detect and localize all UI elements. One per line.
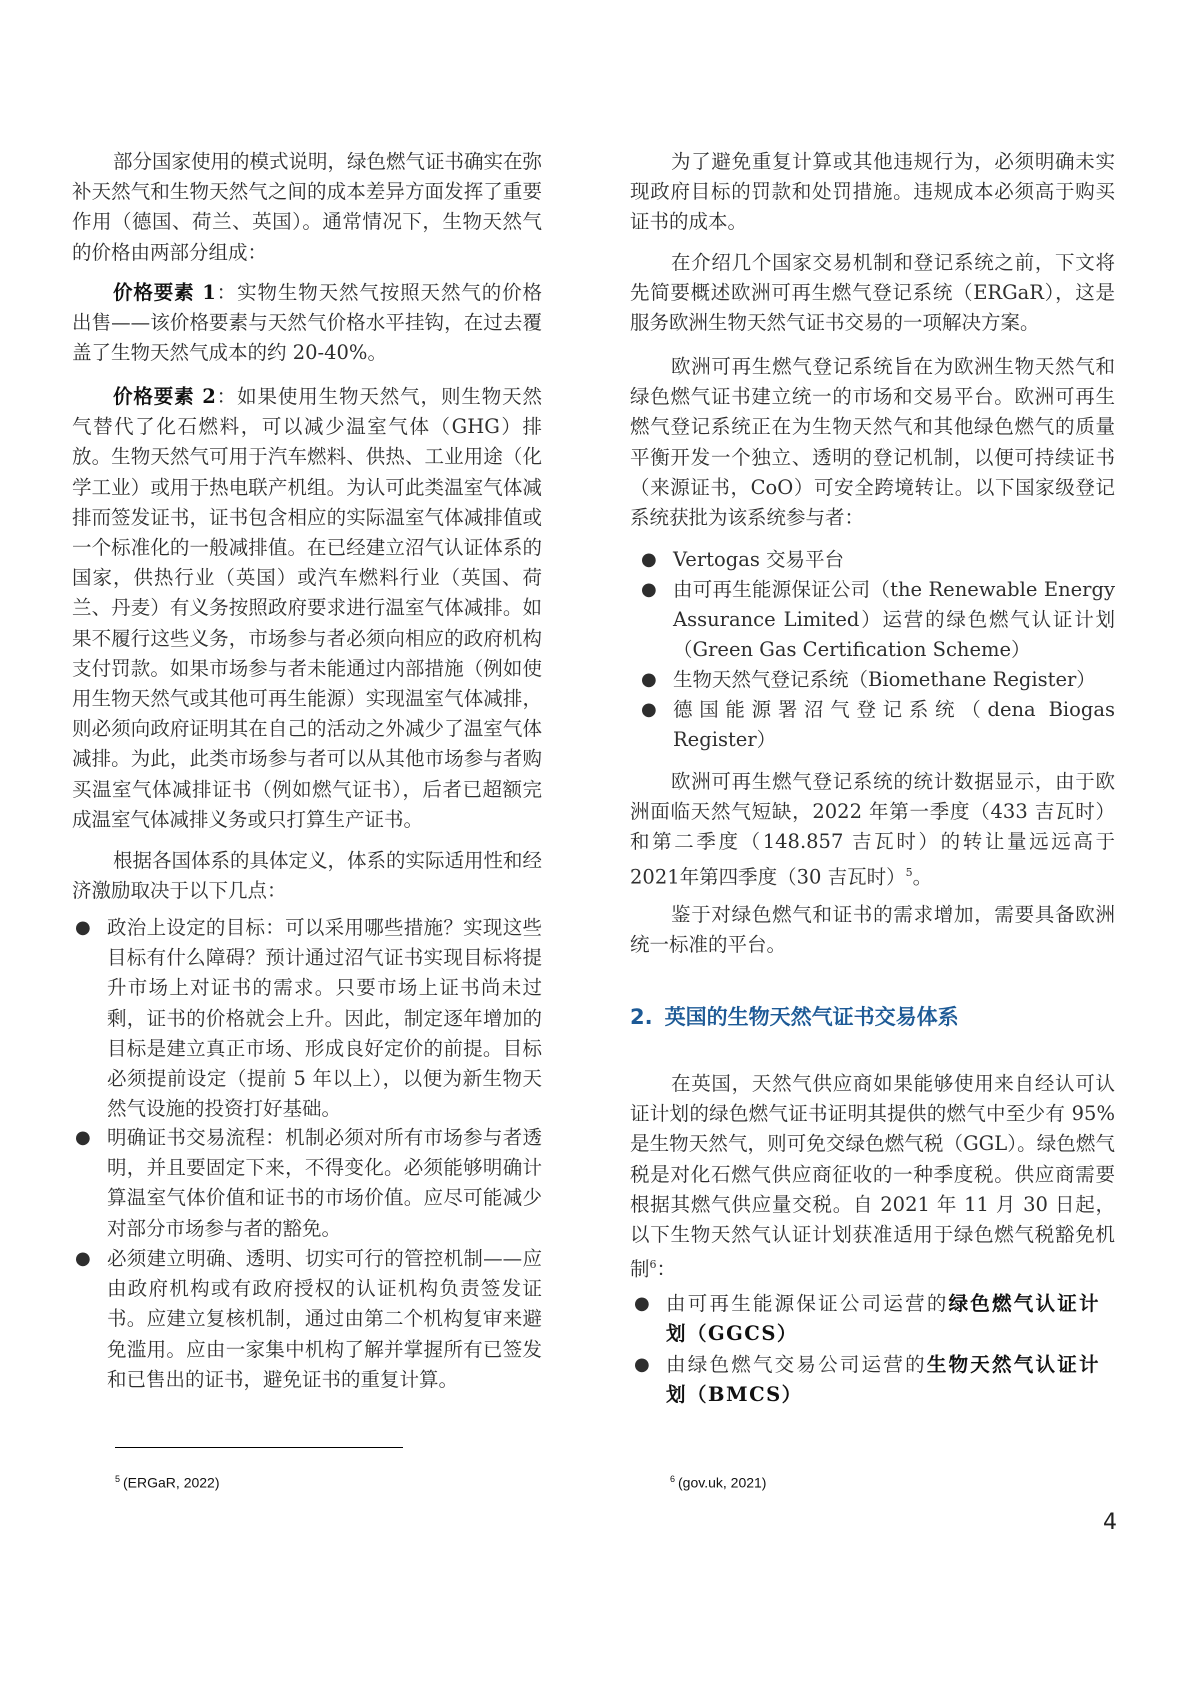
bullet-icon: ● <box>75 1127 91 1148</box>
footnote-6 <box>670 1474 766 1491</box>
bullet-icon: ● <box>75 1248 91 1269</box>
price-element-1-label: 价格要素 1 <box>113 281 216 304</box>
list-item-text: 德国能源署沼气登记系统（dena Biogas Register） <box>673 698 1115 752</box>
list-item-text: 政治上设定的目标：可以采用哪些措施？实现这些目标有什么障碍？预计通过沼气证书实现目标将提升市场上对证书的需求。只要市场上证书尚未过剩，证书的价格就会上升。因此，制定逐年增加的目标是建立真正市场、形成良好定价的前提。目标必须提前设定（提前 5 年以上），以便为新生物天然气设施的投资打好基础。 <box>107 916 542 1121</box>
footnote-number: 5 <box>115 1474 121 1484</box>
paragraph-ergar-statistics <box>630 767 1115 892</box>
paragraph-penalties: 为了避免重复计算或其他违规行为，必须明确未实现政府目标的罚款和处罚措施。违规成本必须高于购买证书的成本。 <box>630 150 1115 234</box>
bullet-icon: ● <box>634 1293 652 1314</box>
uk-ggl-text-end: ： <box>656 1257 677 1281</box>
list-item <box>641 575 1115 666</box>
price-element-2-text: ：如果使用生物天然气，则生物天然气替代了化石燃料，可以减少温室气体（GHG）排放。生物天然气可用于汽车燃料、供热、工业用途（化学工业）或用于热电联产机组。为认可此类温室气体减排而签发证书，证书包含相应的实际温室气体减排值或一个标准化的一般减排值。在已经建立沼气认证体系的国家，供热行业（英国）或汽车燃料行业（英国、荷兰、丹麦）有义务按照政府要求进行温室气体减排。如果不履行这些义务，市场参与者必须向相应的政府机构支付罚款。如果市场参与者未能通过内部措施（例如使用生物天然气或其他可再生能源）实现温室气体减排，则必须向政府证明其在自己的活动之外减少了温室气体减排。为此，此类市场参与者可以从其他市场参与者购买温室气体减排证书（例如燃气证书），后者已超额完成温室气体减排义务或只打算生产证书。 <box>72 385 542 831</box>
scheme-name: 生物天然气认证计划（BMCS） <box>666 1353 1100 1407</box>
bullet-icon: ● <box>641 669 657 690</box>
paragraph-price-element-2 <box>72 382 542 835</box>
price-element-2-label: 价格要素 2 <box>113 385 216 408</box>
list-item <box>641 695 1115 755</box>
paragraph-ergar-description: 欧洲可再生燃气登记系统旨在为欧洲生物天然气和绿色燃气证书建立统一的市场和交易平台。欧洲可再生燃气登记系统正在为生物天然气和其他绿色燃气的质量平衡开发一个独立、透明的登记机制，以便可持续证书（来源证书，CoO）可安全跨境转让。以下国家级登记系统获批为该系统参与者： <box>630 355 1115 530</box>
footnote-text: (gov.uk, 2021) <box>678 1474 767 1491</box>
list-item-text: Vertogas 交易平台 <box>673 548 845 571</box>
footnote-ref-6[interactable]: 6 <box>649 1258 657 1272</box>
section-number: 2. <box>630 1005 653 1029</box>
scheme-operator: 由可再生能源保证公司运营的 <box>666 1292 949 1315</box>
paragraph-intro: 部分国家使用的模式说明，绿色燃气证书确实在弥补天然气和生物天然气之间的成本差异方面发挥了重要作用（德国、荷兰、英国）。通常情况下，生物天然气的价格由两部分组成： <box>72 150 543 264</box>
uk-ggl-text: 在英国，天然气供应商如果能够使用来自经认可认证计划的绿色燃气证书证明其提供的燃气中至少有 95% 是生物天然气，则可免交绿色燃气税（GGL）。绿色燃气税是对化石燃气供应商征收的一种季度税。供应商需要根据其燃气供应量交税。自 2021 年 11 月 30 日起，以下生物天然气认证计划获准适用于绿色燃气税豁免机制 <box>630 1072 1115 1281</box>
bullet-icon: ● <box>634 1354 652 1375</box>
section-heading <box>630 1001 959 1031</box>
bullet-icon: ● <box>641 549 657 570</box>
scheme-name: 绿色燃气认证计划（GGCS） <box>666 1292 1100 1346</box>
paragraph-factors: 根据各国体系的具体定义，体系的实际适用性和经济激励取决于以下几点： <box>72 849 543 903</box>
list-item <box>641 665 1115 695</box>
list-item <box>75 1123 542 1244</box>
list-item-text: 明确证书交易流程：机制必须对所有市场参与者透明，并且要固定下来，不得变化。必须能够明确计算温室气体价值和证书的市场价值。应尽可能减少对部分市场参与者的豁免。 <box>107 1126 542 1240</box>
statistics-text-end: 。 <box>912 865 933 889</box>
paragraph-platform-need: 鉴于对绿色燃气和证书的需求增加，需要具备欧洲统一标准的平台。 <box>630 903 1115 957</box>
paragraph-uk-ggl <box>630 1069 1115 1285</box>
footnote-divider <box>115 1447 403 1448</box>
list-item <box>634 1289 1100 1349</box>
bullet-icon: ● <box>75 917 91 938</box>
list-item <box>75 1244 542 1395</box>
bullet-icon: ● <box>641 579 657 600</box>
footnote-text: (ERGaR, 2022) <box>123 1474 220 1491</box>
list-item <box>641 545 1115 575</box>
list-item-text: 由可再生能源保证公司（the Renewable Energy Assurance Limited）运营的绿色燃气认证计划（Green Gas Certification Scheme） <box>673 578 1115 662</box>
page-number: 4 <box>1103 1510 1117 1535</box>
footnote-5 <box>115 1474 220 1491</box>
paragraph-price-element-1 <box>72 278 542 369</box>
list-item <box>75 913 542 1124</box>
statistics-text: 欧洲可再生燃气登记系统的统计数据显示，由于欧洲面临天然气短缺，2022 年第一季度（433 吉瓦时）和第二季度（148.857 吉瓦时）的转让量远远高于2021年第四季度（30 吉瓦时） <box>630 770 1115 889</box>
list-item <box>634 1350 1100 1410</box>
footnote-ref-5[interactable]: 5 <box>905 865 913 879</box>
bullet-icon: ● <box>641 699 657 720</box>
list-item-text: 必须建立明确、透明、切实可行的管控机制——应由政府机构或有政府授权的认证机构负责签发证书。应建立复核机制，通过由第二个机构复审来避免滥用。应由一家集中机构了解并掌握所有已签发和已售出的证书，避免证书的重复计算。 <box>107 1247 542 1391</box>
section-title: 英国的生物天然气证书交易体系 <box>664 1005 959 1029</box>
scheme-operator: 由绿色燃气交易公司运营的 <box>666 1353 927 1376</box>
paragraph-ergar-intro: 在介绍几个国家交易机制和登记系统之前，下文将先简要概述欧洲可再生燃气登记系统（ERGaR），这是服务欧洲生物天然气证书交易的一项解决方案。 <box>630 251 1115 335</box>
list-item-text: 生物天然气登记系统（Biomethane Register） <box>673 668 1096 691</box>
footnote-number: 6 <box>670 1474 676 1484</box>
price-element-1-text: ：实物生物天然气按照天然气的价格出售——该价格要素与天然气价格水平挂钩，在过去覆盖了生物天然气成本的约 20-40%。 <box>72 281 542 365</box>
